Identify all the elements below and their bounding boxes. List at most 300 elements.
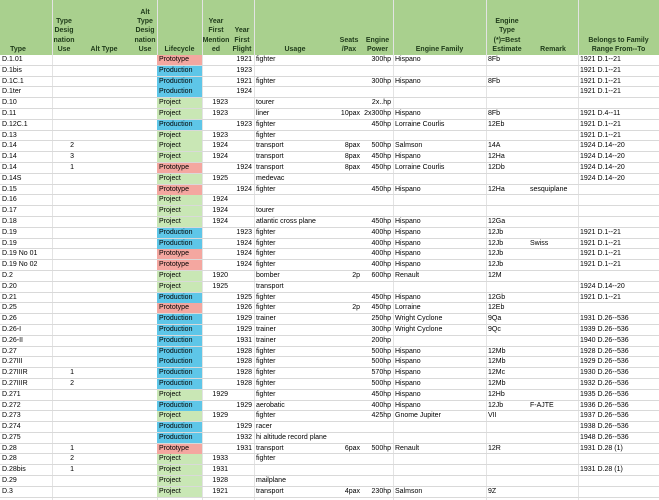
cell-year-first-mentioned[interactable] [202,120,230,130]
cell-type[interactable]: D.29 [2,477,17,485]
cell-year-first-flight[interactable] [230,217,254,227]
cell-engine-power[interactable]: 600hp [371,271,391,279]
cell-usage[interactable] [254,195,336,205]
cell-belongs-to[interactable]: 1921 D.1--21 [580,261,621,269]
header-year-first-flight[interactable]: Year First Flight [232,27,252,53]
cell-engine-family[interactable] [393,195,486,205]
header-year-first-mentioned[interactable]: Year First Mention ed [202,18,230,53]
cell-type[interactable]: D.26 [2,315,17,323]
cell-alt-type[interactable] [86,357,133,367]
cell-engine-family[interactable] [393,454,486,464]
cell-year-first-flight[interactable]: 1928 [236,369,252,377]
cell-remark[interactable] [528,303,578,313]
cell-seats-pax[interactable] [336,217,362,227]
cell-belongs-to[interactable]: 1924 D.14--20 [580,163,625,171]
cell-engine-family[interactable] [393,465,486,475]
cell-belongs-to[interactable] [578,271,659,281]
cell-alt-type-designation-use[interactable] [133,422,157,432]
cell-engine-power[interactable]: 500hp [371,347,391,355]
cell-alt-type-designation-use[interactable] [133,271,157,281]
cell-alt-type[interactable] [86,217,133,227]
cell-engine-type[interactable]: 12Jb [488,261,504,269]
cell-usage[interactable]: fighter [256,358,276,366]
cell-engine-type[interactable]: 12M [488,271,502,279]
cell-alt-type-designation-use[interactable] [133,66,157,76]
cell-seats-pax[interactable] [336,131,362,141]
table-row[interactable] [0,314,659,325]
cell-type[interactable]: D.18 [2,217,17,225]
cell-alt-type[interactable] [86,422,133,432]
cell-remark[interactable] [528,55,578,65]
table-row[interactable] [0,152,659,163]
cell-engine-family[interactable] [393,433,486,443]
cell-seats-pax[interactable] [336,476,362,486]
cell-engine-family[interactable] [393,87,486,97]
cell-engine-family[interactable] [393,174,486,184]
cell-type[interactable]: D.275 [2,433,21,441]
cell-lifecycle[interactable]: Production [157,293,202,303]
cell-engine-power[interactable]: 200hp [371,336,391,344]
cell-type[interactable]: D.27IIIR [2,379,28,387]
cell-year-first-mentioned[interactable] [202,77,230,87]
cell-year-first-mentioned[interactable] [202,314,230,324]
cell-alt-type-designation-use[interactable] [133,260,157,270]
table-row[interactable] [0,239,659,250]
cell-remark[interactable] [528,282,578,292]
cell-remark[interactable] [528,260,578,270]
cell-seats-pax[interactable] [336,87,362,97]
cell-lifecycle[interactable]: Project [157,152,202,162]
cell-alt-type[interactable] [86,444,133,454]
cell-alt-type[interactable] [86,163,133,173]
cell-type[interactable]: D.26-I [2,325,22,333]
table-row[interactable] [0,77,659,88]
table-row[interactable] [0,476,659,487]
cell-engine-type[interactable] [486,66,528,76]
cell-remark[interactable] [528,487,578,497]
cell-year-first-mentioned[interactable] [202,239,230,249]
cell-alt-type[interactable] [86,379,133,389]
cell-engine-type[interactable]: 14A [488,142,501,150]
cell-engine-power[interactable]: 570hp [371,369,391,377]
cell-remark[interactable] [528,454,578,464]
cell-alt-type[interactable] [86,347,133,357]
table-row[interactable] [0,55,659,66]
cell-engine-family[interactable]: Hispano [395,217,421,225]
cell-seats-pax[interactable] [336,357,362,367]
cell-seats-pax[interactable] [336,98,362,108]
cell-engine-type[interactable] [486,206,528,216]
cell-remark[interactable] [528,77,578,87]
cell-lifecycle[interactable]: Project [157,131,202,141]
cell-remark[interactable] [528,476,578,486]
cell-lifecycle[interactable]: Prototype [157,249,202,259]
cell-alt-type[interactable] [86,131,133,141]
table-row[interactable] [0,487,659,498]
cell-type-designation-use[interactable]: 2 [70,455,74,463]
cell-alt-type[interactable] [86,109,133,119]
cell-remark[interactable] [528,141,578,151]
cell-seats-pax[interactable]: 8pax [344,163,360,171]
cell-engine-type[interactable] [486,465,528,475]
cell-type[interactable]: D.1ter [2,88,22,96]
cell-year-first-flight[interactable]: 1931 [236,444,252,452]
cell-engine-power[interactable]: 450hp [371,293,391,301]
cell-engine-power[interactable] [362,131,393,141]
cell-seats-pax[interactable] [336,336,362,346]
cell-engine-power[interactable]: 2x..hp [371,99,391,107]
table-row[interactable] [0,174,659,185]
cell-alt-type-designation-use[interactable] [133,55,157,65]
cell-engine-type[interactable]: 9Z [488,487,497,495]
cell-engine-type[interactable]: 8Fb [488,77,501,85]
cell-year-first-flight[interactable]: 1932 [236,433,252,441]
cell-type-designation-use[interactable] [52,325,76,335]
cell-engine-type[interactable]: 12Db [488,163,505,171]
cell-year-first-flight[interactable] [230,131,254,141]
cell-type[interactable]: D.14 [2,153,17,161]
cell-engine-type[interactable]: 12Eb [488,120,505,128]
cell-type-designation-use[interactable] [52,314,76,324]
cell-year-first-flight[interactable] [230,476,254,486]
cell-remark[interactable] [528,163,578,173]
cell-remark[interactable] [528,433,578,443]
table-row[interactable] [0,401,659,412]
cell-remark[interactable] [528,422,578,432]
table-row[interactable] [0,325,659,336]
cell-usage[interactable]: fighter [256,56,276,63]
cell-year-first-mentioned[interactable]: 1925 [212,174,228,182]
cell-year-first-mentioned[interactable] [202,228,230,238]
cell-type-designation-use[interactable] [52,185,76,195]
cell-belongs-to[interactable]: 1924 D.14--20 [580,153,625,161]
cell-engine-type[interactable] [486,98,528,108]
cell-alt-type[interactable] [86,476,133,486]
cell-alt-type[interactable] [86,152,133,162]
header-belongs-to[interactable]: Belongs to Family Range From--To [588,36,649,53]
cell-engine-power[interactable]: 400hp [371,239,391,247]
cell-type[interactable]: D.28bis [2,466,26,474]
cell-type-designation-use[interactable] [52,476,76,486]
cell-belongs-to[interactable]: 1921 D.1--21 [580,88,621,96]
cell-usage[interactable]: tourer [256,99,275,107]
cell-lifecycle[interactable]: Project [157,195,202,205]
cell-belongs-to[interactable]: 1921 D.1--21 [580,131,621,139]
cell-engine-power[interactable] [362,282,393,292]
cell-belongs-to[interactable]: 1921 D.1--21 [580,56,621,63]
cell-belongs-to[interactable] [578,206,659,216]
cell-usage[interactable]: fighter [256,77,276,85]
cell-type[interactable]: D.11 [2,109,17,117]
header-engine-type[interactable]: Engine Type (*)=Best Estimate [492,18,522,53]
cell-belongs-to[interactable] [578,195,659,205]
cell-lifecycle[interactable]: Project [157,454,202,464]
cell-engine-power[interactable]: 300hp [371,77,391,85]
cell-engine-family[interactable]: Hispano [395,347,421,355]
cell-engine-power[interactable]: 500hp [371,358,391,366]
cell-remark[interactable] [528,379,578,389]
table-row[interactable] [0,98,659,109]
cell-usage[interactable]: tourer [256,207,275,215]
cell-year-first-mentioned[interactable]: 1923 [212,99,228,107]
cell-lifecycle[interactable]: Project [157,271,202,281]
cell-alt-type-designation-use[interactable] [133,357,157,367]
cell-year-first-mentioned[interactable]: 1924 [212,217,228,225]
cell-remark[interactable] [528,336,578,346]
cell-year-first-mentioned[interactable]: 1929 [212,390,228,398]
cell-type[interactable]: D.19 No 02 [2,261,38,269]
cell-belongs-to[interactable]: 1921 D.1--21 [580,66,621,74]
cell-seats-pax[interactable]: 8pax [344,142,360,150]
cell-remark[interactable] [528,293,578,303]
cell-lifecycle[interactable]: Production [157,228,202,238]
cell-remark[interactable] [528,368,578,378]
cell-type-designation-use[interactable]: 1 [70,466,74,474]
cell-engine-family[interactable]: Hispano [395,77,421,85]
cell-alt-type-designation-use[interactable] [133,487,157,497]
cell-seats-pax[interactable] [336,228,362,238]
cell-year-first-flight[interactable] [230,282,254,292]
cell-year-first-flight[interactable]: 1929 [236,401,252,409]
cell-alt-type[interactable] [86,454,133,464]
cell-alt-type[interactable] [86,336,133,346]
cell-year-first-mentioned[interactable]: 1923 [212,131,228,139]
cell-engine-power[interactable]: 500hp [371,142,391,150]
cell-engine-type[interactable]: 9Qc [488,325,501,333]
cell-type[interactable]: D.12C.1 [2,120,28,128]
cell-alt-type[interactable] [86,249,133,259]
cell-engine-type[interactable]: 12Jb [488,250,504,258]
cell-engine-power[interactable]: 450hp [371,390,391,398]
cell-type[interactable]: D.26-II [2,336,24,344]
cell-year-first-mentioned[interactable] [202,379,230,389]
header-usage[interactable]: Usage [284,45,306,53]
cell-year-first-flight[interactable]: 1923 [236,228,252,236]
cell-year-first-flight[interactable]: 1923 [236,120,252,128]
table-row[interactable] [0,465,659,476]
table-row[interactable] [0,390,659,401]
cell-remark[interactable]: sesquiplane [530,185,568,193]
cell-remark[interactable] [528,465,578,475]
cell-engine-family[interactable]: Hispano [395,293,421,301]
table-row[interactable] [0,131,659,142]
cell-type[interactable]: D.273 [2,412,21,420]
table-row[interactable] [0,303,659,314]
cell-lifecycle[interactable]: Prototype [157,55,202,65]
cell-seats-pax[interactable] [336,55,362,65]
cell-lifecycle[interactable]: Project [157,282,202,292]
cell-type[interactable]: D.16 [2,196,17,204]
cell-year-first-mentioned[interactable]: 1933 [212,455,228,463]
cell-lifecycle[interactable]: Production [157,314,202,324]
cell-belongs-to[interactable]: 1939 D.26--536 [580,325,629,333]
cell-type[interactable]: D.3 [2,487,13,495]
cell-lifecycle[interactable]: Production [157,357,202,367]
table-row[interactable] [0,271,659,282]
cell-usage[interactable]: transport [256,282,284,290]
cell-belongs-to[interactable]: 1921 D.1--21 [580,239,621,247]
cell-engine-family[interactable]: Renault [395,271,420,279]
cell-type-designation-use[interactable] [52,411,76,421]
cell-year-first-flight[interactable]: 1921 [236,77,252,85]
cell-type[interactable]: D.15 [2,185,17,193]
cell-usage[interactable]: transport [256,444,284,452]
cell-alt-type-designation-use[interactable] [133,368,157,378]
cell-engine-family[interactable]: Lorraine Courlis [395,163,445,171]
cell-alt-type[interactable] [86,239,133,249]
cell-engine-power[interactable]: 400hp [371,228,391,236]
cell-type-designation-use[interactable] [52,249,76,259]
cell-remark[interactable] [528,217,578,227]
cell-year-first-flight[interactable] [230,195,254,205]
cell-engine-power[interactable]: 500hp [371,379,391,387]
table-row[interactable] [0,120,659,131]
cell-alt-type[interactable] [86,87,133,97]
cell-engine-power[interactable]: 230hp [371,487,391,495]
cell-year-first-mentioned[interactable] [202,444,230,454]
cell-engine-power[interactable] [362,422,393,432]
cell-remark[interactable] [528,87,578,97]
cell-belongs-to[interactable]: 1936 D.26--536 [580,401,629,409]
cell-year-first-mentioned[interactable]: 1924 [212,207,228,215]
cell-belongs-to[interactable]: 1921 D.1--21 [580,250,621,258]
cell-engine-family[interactable]: Hispano [395,250,421,258]
cell-type[interactable]: D.25 [2,304,17,312]
cell-alt-type-designation-use[interactable] [133,249,157,259]
cell-type[interactable]: D.272 [2,401,21,409]
cell-belongs-to[interactable]: 1940 D.26--536 [580,336,629,344]
cell-alt-type-designation-use[interactable] [133,293,157,303]
cell-type[interactable]: D.271 [2,390,21,398]
cell-type-designation-use[interactable]: 3 [70,153,74,161]
cell-usage[interactable]: fighter [256,304,276,312]
cell-year-first-flight[interactable]: 1924 [236,250,252,258]
cell-type-designation-use[interactable]: 1 [70,369,74,377]
cell-belongs-to[interactable]: 1931 D.28 (1) [580,466,623,474]
cell-type-designation-use[interactable] [52,131,76,141]
cell-lifecycle[interactable]: Production [157,239,202,249]
cell-year-first-mentioned[interactable]: 1920 [212,271,228,279]
cell-year-first-mentioned[interactable] [202,347,230,357]
table-row[interactable] [0,368,659,379]
cell-usage[interactable]: fighter [256,239,276,247]
cell-lifecycle[interactable]: Prototype [157,303,202,313]
cell-engine-family[interactable]: Hispano [395,261,421,269]
cell-year-first-flight[interactable] [230,109,254,119]
cell-type[interactable]: D.21 [2,293,17,301]
cell-belongs-to[interactable] [578,476,659,486]
cell-engine-family[interactable]: Hispano [395,369,421,377]
table-row[interactable] [0,141,659,152]
cell-alt-type[interactable] [86,77,133,87]
cell-alt-type-designation-use[interactable] [133,325,157,335]
cell-remark[interactable] [528,411,578,421]
cell-usage[interactable]: fighter [256,250,276,258]
cell-engine-type[interactable] [486,336,528,346]
cell-engine-type[interactable]: 12Mb [488,347,506,355]
cell-lifecycle[interactable]: Prototype [157,185,202,195]
cell-engine-power[interactable]: 425hp [371,412,391,420]
cell-engine-family[interactable]: Hispano [395,109,421,117]
cell-engine-family[interactable]: Gnome Jupiter [395,412,441,420]
cell-belongs-to[interactable]: 1928 D.26--536 [580,347,629,355]
cell-year-first-flight[interactable] [230,271,254,281]
cell-engine-power[interactable]: 450hp [371,217,391,225]
header-type[interactable]: Type [10,45,26,53]
cell-type[interactable]: D.1C.1 [2,77,24,85]
cell-engine-family[interactable]: Hispano [395,239,421,247]
cell-engine-power[interactable] [362,433,393,443]
table-row[interactable] [0,282,659,293]
cell-belongs-to[interactable] [578,98,659,108]
cell-engine-power[interactable] [362,476,393,486]
cell-type-designation-use[interactable] [52,217,76,227]
cell-alt-type[interactable] [86,433,133,443]
cell-year-first-flight[interactable] [230,141,254,151]
cell-year-first-mentioned[interactable] [202,401,230,411]
cell-alt-type[interactable] [86,271,133,281]
cell-seats-pax[interactable]: 10pax [340,109,360,117]
cell-type[interactable]: D.20 [2,282,17,290]
cell-engine-type[interactable]: 8Fb [488,56,501,63]
cell-engine-power[interactable] [362,465,393,475]
cell-usage[interactable]: transport [256,487,284,495]
cell-seats-pax[interactable] [336,401,362,411]
cell-engine-type[interactable]: 12Gb [488,293,506,301]
cell-belongs-to[interactable]: 1930 D.26--536 [580,369,629,377]
cell-alt-type[interactable] [86,487,133,497]
cell-year-first-mentioned[interactable]: 1923 [212,109,228,117]
table-row[interactable] [0,66,659,77]
cell-engine-power[interactable] [362,66,393,76]
cell-year-first-flight[interactable] [230,454,254,464]
cell-belongs-to[interactable]: 1935 D.26--536 [580,390,629,398]
cell-belongs-to[interactable]: 1921 D.1--21 [580,120,621,128]
cell-type[interactable]: D.14 [2,163,17,171]
cell-year-first-flight[interactable]: 1923 [236,66,252,74]
cell-year-first-mentioned[interactable]: 1924 [212,142,228,150]
cell-belongs-to[interactable]: 1932 D.26--536 [580,379,629,387]
cell-type[interactable]: D.19 No 01 [2,250,38,258]
cell-remark[interactable]: Swiss [530,239,549,247]
cell-lifecycle[interactable]: Production [157,336,202,346]
cell-year-first-flight[interactable] [230,487,254,497]
cell-lifecycle[interactable]: Project [157,217,202,227]
cell-engine-type[interactable] [486,422,528,432]
cell-belongs-to[interactable] [578,185,659,195]
cell-engine-family[interactable]: Salmson [395,142,423,150]
cell-engine-power[interactable]: 450hp [371,163,391,171]
cell-year-first-mentioned[interactable]: 1928 [212,477,228,485]
cell-type-designation-use[interactable] [52,206,76,216]
cell-engine-type[interactable]: 12Hb [488,390,505,398]
cell-remark[interactable]: F-AJTE [530,401,554,409]
cell-year-first-mentioned[interactable] [202,87,230,97]
cell-seats-pax[interactable] [336,390,362,400]
cell-year-first-flight[interactable]: 1924 [236,88,252,96]
header-seats-pax[interactable]: Seats /Pax [339,36,359,53]
cell-remark[interactable] [528,152,578,162]
cell-engine-type[interactable] [486,174,528,184]
table-row[interactable] [0,185,659,196]
cell-engine-type[interactable]: VII [488,412,497,420]
cell-seats-pax[interactable] [336,239,362,249]
cell-engine-type[interactable]: 12Jb [488,239,504,247]
cell-seats-pax[interactable] [336,282,362,292]
cell-year-first-flight[interactable] [230,206,254,216]
cell-type[interactable]: D.10 [2,99,17,107]
cell-lifecycle[interactable]: Project [157,390,202,400]
